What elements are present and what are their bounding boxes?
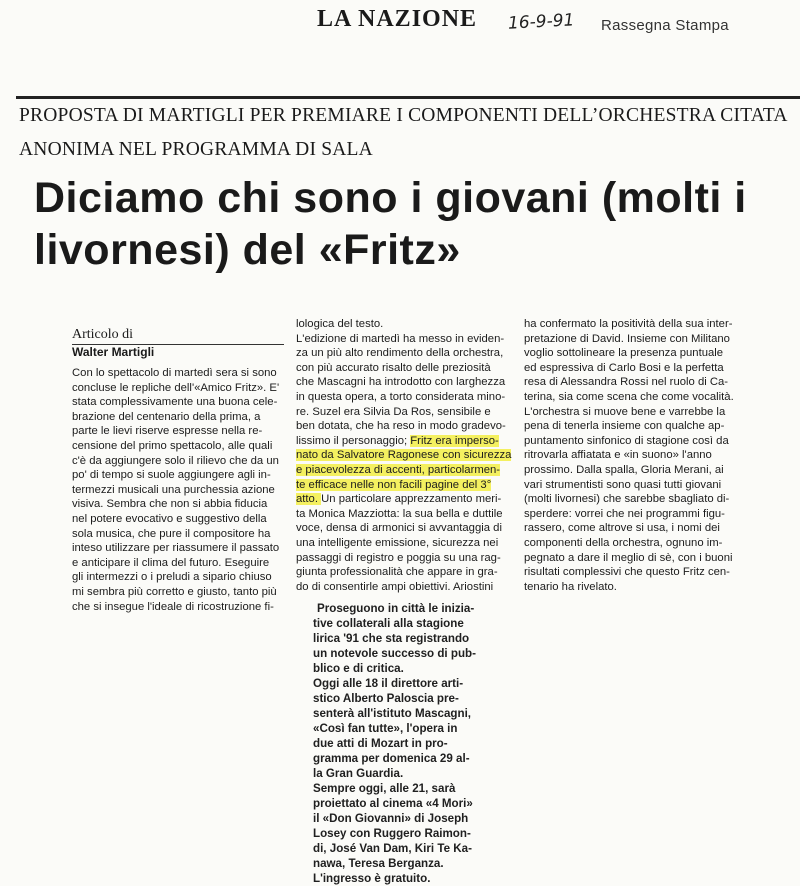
text-line: una intelligente emissione, sicurezza nei bbox=[296, 536, 499, 549]
text-line: censione del primo spettacolo, alle quali bbox=[72, 439, 273, 452]
text-line: pena di tenerla insieme con qualche ap- bbox=[524, 420, 725, 433]
article-column-1 bbox=[72, 366, 290, 614]
text-line: mi sembra più corretto e giusto, tanto più bbox=[72, 585, 277, 598]
text-line: prossimo. Dalla spalla, Gloria Merani, ai bbox=[524, 463, 724, 476]
text-line: che Mascagni ha introdotto con larghezza bbox=[296, 376, 506, 389]
text-line: ed espressiva di Carlo Bosi e la perfetta bbox=[524, 361, 724, 374]
text-line: Losey con Ruggero Raimon- bbox=[313, 827, 471, 840]
highlighted-text: e piacevolezza di accenti, particolarmen- bbox=[296, 463, 501, 476]
text-line: voglio sottolineare la presenza puntuale bbox=[524, 347, 724, 360]
text-line: un notevole successo di pub- bbox=[313, 647, 476, 660]
text-line: sperdere: vorrei che nei programmi figu- bbox=[524, 507, 725, 520]
text-line: due atti di Mozart in pro- bbox=[313, 737, 448, 750]
text-line: passaggi di registro e poggia su una rag- bbox=[296, 551, 501, 564]
handwritten-date: 16-9-91 bbox=[507, 10, 575, 34]
text-line: voce, densa di armonici si avvantaggia di bbox=[296, 522, 502, 535]
text-line: resa di Alessandra Rossi nel ruolo di Ca- bbox=[524, 376, 729, 389]
text-line: vari strumentisti sono quasi tutti giovani bbox=[524, 478, 722, 491]
text-line: lirica '91 che sta registrando bbox=[313, 632, 470, 645]
press-review-label: Rassegna Stampa bbox=[601, 17, 729, 34]
text-line: pretazione di David. Insieme con Militano bbox=[524, 332, 730, 345]
text-line: nel potere evocativo e suggestivo della bbox=[72, 512, 267, 525]
text-line: za un più alto rendimento della orchestra, bbox=[296, 347, 504, 360]
headline-line-1: Diciamo chi sono i giovani (molti i bbox=[34, 174, 747, 222]
text-line: ha confermato la positività della sua inter- bbox=[524, 318, 733, 330]
text-segment: lissimo il personaggio; bbox=[296, 434, 411, 447]
text-line bbox=[296, 492, 516, 507]
text-line: giunta professionalità che appare in gra- bbox=[296, 566, 498, 579]
text-line: Proseguono in città le inizia- bbox=[317, 602, 475, 615]
text-line: brazione del centenario della prima, a bbox=[72, 410, 261, 423]
text-line: pegnato a dare il meglio di sè, con i buoni bbox=[524, 551, 733, 564]
highlighted-text: te efficace nelle non facili pagine del 3° bbox=[296, 478, 492, 491]
text-line: L'ingresso è gratuito. bbox=[313, 872, 431, 885]
text-line: in questa opera, a torto considerata mino- bbox=[296, 390, 506, 403]
text-line: che si insegue l'ideale di ricostruzione fi- bbox=[72, 600, 274, 613]
text-line: gramma per domenica 29 al- bbox=[313, 752, 470, 765]
text-line: stata complessivamente una buona cele- bbox=[72, 396, 278, 409]
text-line: parte le lievi riserve espresse nella re- bbox=[72, 425, 263, 438]
text-line bbox=[296, 478, 516, 493]
text-line: do di consentirle ampi obiettivi. Ariostini bbox=[296, 580, 494, 593]
text-line: Oggi alle 18 il direttore arti- bbox=[313, 677, 464, 690]
headline-line-2: livornesi) del «Fritz» bbox=[34, 226, 461, 274]
text-line: ta Monica Mazziotta: la sua bella e duttile bbox=[296, 507, 503, 520]
text-segment: Un particolare apprezzamento meri- bbox=[321, 493, 502, 506]
text-line: c'è da aggiungere solo il rilievo che da un bbox=[72, 454, 279, 467]
byline-author: Walter Martigli bbox=[72, 345, 155, 359]
highlighted-text: atto. bbox=[296, 493, 322, 506]
text-line: inteso utilizzare per riassumere il passato bbox=[72, 542, 280, 555]
text-line: Sempre oggi, alle 21, sarà bbox=[313, 782, 456, 795]
text-line: di, José Van Dam, Kiri Te Ka- bbox=[313, 842, 472, 855]
text-line: nawa, Teresa Berganza. bbox=[313, 857, 444, 870]
text-line: risultati complessivi che questo Fritz cen- bbox=[524, 566, 730, 579]
text-line bbox=[296, 463, 516, 478]
text-line: tive collaterali alla stagione bbox=[313, 617, 464, 630]
text-line: blico e di critica. bbox=[313, 662, 404, 675]
text-line: concluse le repliche dell'«Amico Fritz». E' bbox=[72, 381, 280, 394]
text-line: termezzi musicali una purchessia azione bbox=[72, 483, 275, 496]
text-line: il «Don Giovanni» di Joseph bbox=[313, 812, 469, 825]
highlighted-text: nato da Salvatore Ragonese con sicurezza bbox=[296, 449, 512, 462]
article-column-2 bbox=[296, 317, 516, 594]
text-line: ritrovarla affiatata e «in suono» l'anno bbox=[524, 449, 712, 462]
text-line: componenti della orchestra, ognuno im- bbox=[524, 536, 723, 549]
text-line bbox=[296, 448, 516, 463]
header-divider bbox=[16, 96, 800, 99]
article-column-3 bbox=[524, 317, 749, 594]
text-line bbox=[296, 434, 516, 449]
text-line: senterà all'istituto Mascagni, bbox=[313, 707, 472, 720]
text-line: terina, sia come scena che come vocalità. bbox=[524, 390, 734, 403]
byline-label: Articolo di bbox=[72, 327, 134, 342]
text-line: visiva. Sembra che non si abbia fiducia bbox=[72, 498, 268, 511]
newspaper-masthead: LA NAZIONE bbox=[317, 6, 478, 32]
text-line: gli intermezzi o i preludi a sipario chiuso bbox=[72, 571, 272, 584]
text-line: tenario ha rivelato. bbox=[524, 580, 617, 593]
text-line: e anticipare il clima del futuro. Eseguire bbox=[72, 556, 270, 569]
text-line: con più accurato risalto delle preziosità bbox=[296, 361, 491, 374]
text-line: stico Alberto Paloscia pre- bbox=[313, 692, 459, 705]
text-line: proiettato al cinema «4 Mori» bbox=[313, 797, 473, 810]
text-line: ben dotata, che ha reso in modo gradevo- bbox=[296, 420, 506, 433]
text-line: re. Suzel era Silvia Da Ros, sensibile e bbox=[296, 405, 491, 418]
text-line: «Così fan tutte», l'opera in bbox=[313, 722, 458, 735]
text-line: sola musica, che pure il compositore ha bbox=[72, 527, 271, 540]
highlighted-text: Fritz era imperso- bbox=[410, 434, 499, 447]
text-line: L'edizione di martedì ha messo in eviden- bbox=[296, 332, 505, 345]
text-line: rassero, come altrove si usa, i nomi dei bbox=[524, 522, 720, 535]
kicker-line-2: ANONIMA NEL PROGRAMMA DI SALA bbox=[19, 139, 373, 160]
text-line: (molti livornesi) che sarebbe sbagliato di- bbox=[524, 493, 730, 506]
text-line: lologica del testo. bbox=[296, 318, 384, 330]
text-line: L'orchestra si muove bene e varrebbe la bbox=[524, 405, 726, 418]
kicker-line-1: PROPOSTA DI MARTIGLI PER PREMIARE I COMPONENTI DELL’ORCHESTRA CITATA bbox=[19, 105, 788, 126]
text-line: la Gran Guardia. bbox=[313, 767, 404, 780]
text-line: puntamento sinfonico di stagione così da bbox=[524, 434, 729, 447]
text-line: Con lo spettacolo di martedì sera si sono bbox=[72, 367, 277, 379]
text-line: po' di tempo si suole aggiungere agli in- bbox=[72, 469, 271, 482]
sidebar-notice bbox=[313, 601, 509, 886]
